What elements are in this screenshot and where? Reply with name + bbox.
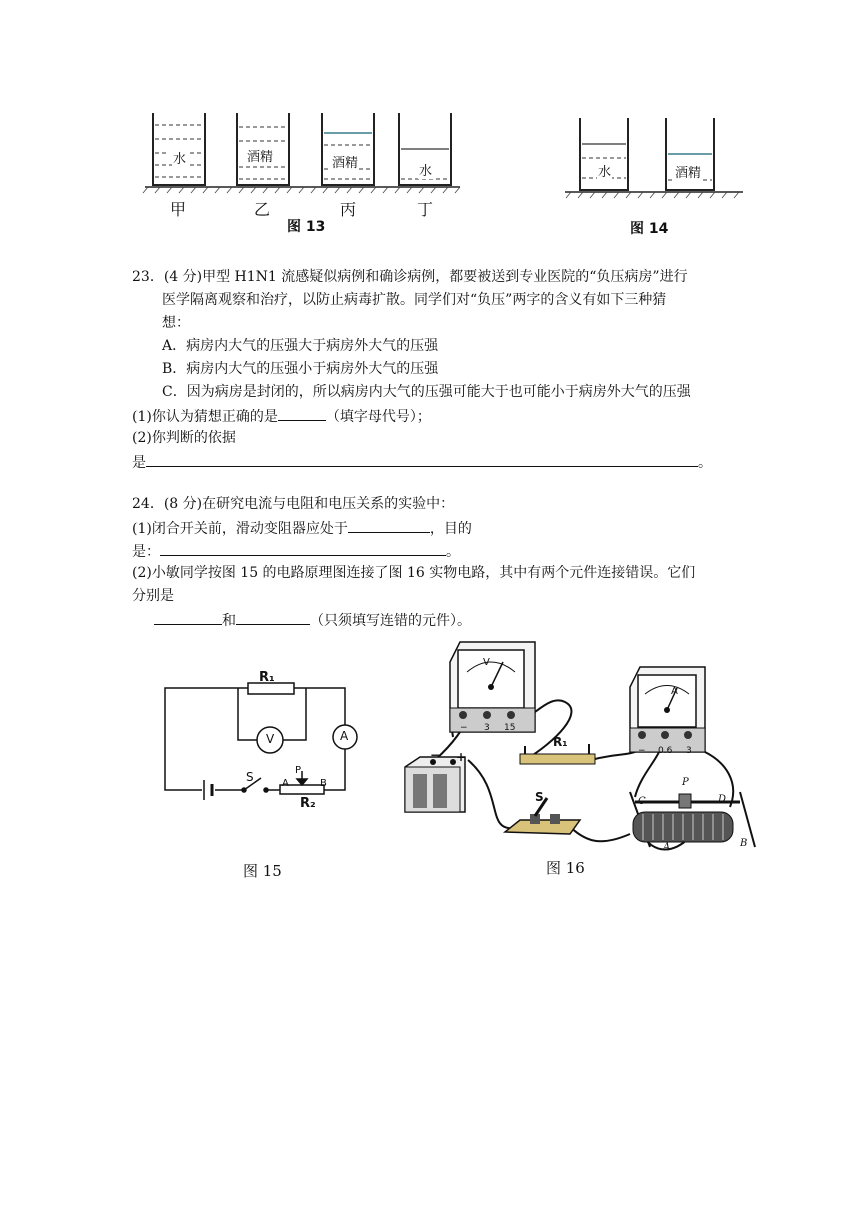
fig15-slider-label: P <box>295 765 302 776</box>
q23-part1-row <box>132 404 431 428</box>
fig14-liquid-1: 水 <box>597 161 612 180</box>
q24-part1-line2-prefix: 是： <box>132 544 160 560</box>
q23-answer-blank-1[interactable] <box>278 404 326 421</box>
fig16-battery <box>405 757 465 812</box>
q24-answer-blank-2[interactable] <box>160 539 446 556</box>
fig14-caption: 图 14 <box>630 221 669 237</box>
figure-16 <box>395 632 775 867</box>
fig16-volt-terminal-3: 3 <box>484 723 490 733</box>
fig13-beaker-name-3: 丙 <box>340 200 357 219</box>
q24-part1-suffix: ，目的 <box>429 521 472 537</box>
fig15-switch-label: S <box>246 770 254 784</box>
fig16-r1-label: R₁ <box>553 735 568 749</box>
fig16-battery-plus: + <box>456 750 467 764</box>
fig16-rheostat-p: P <box>682 777 689 788</box>
fig15-end-a-label: A <box>282 778 289 789</box>
fig16-amp-terminal-3: 3 <box>686 746 692 756</box>
fig16-caption: 图 16 <box>546 859 585 877</box>
q23-part2-end: 。 <box>698 455 712 471</box>
q24-stem: 24．(8 分)在研究电流与电阻和电压关系的实验中： <box>132 496 455 512</box>
q23-stem-line3: 想： <box>162 315 190 331</box>
beaker-bing <box>322 113 374 185</box>
q23-answer-blank-2[interactable] <box>146 450 698 467</box>
fig16-voltmeter <box>450 642 535 732</box>
fig16-rheostat <box>630 792 755 847</box>
fig16-rheostat-a: A <box>663 842 671 853</box>
fig16-battery-minus: − <box>430 748 441 762</box>
q24-part2-and: 和 <box>222 613 236 629</box>
fig16-rheostat-d: D <box>718 794 727 805</box>
fig13-liquid-2: 酒精 <box>246 146 274 165</box>
q23-part1-suffix: （填字母代号）； <box>325 409 431 425</box>
q23-part2-row <box>132 450 712 474</box>
q24-part1-prefix: (1)闭合开关前，滑动变阻器应处于 <box>132 521 348 537</box>
q23-option-b: B．病房内大气的压强小于病房外大气的压强 <box>162 361 439 377</box>
fig16-rheostat-c: C <box>638 796 646 807</box>
q24-part1-line2 <box>132 539 460 563</box>
q23-option-a: A．病房内大气的压强大于病房外大气的压强 <box>162 338 439 354</box>
q24-part1-line2-end: 。 <box>446 544 460 560</box>
figure-15 <box>160 668 365 816</box>
fig16-volt-terminal-15: 15 <box>504 723 516 733</box>
fig14-liquid-2: 酒精 <box>674 162 702 181</box>
fig16-ammeter <box>630 667 705 752</box>
q24-part2-row <box>154 608 471 632</box>
fig13-liquid-4: 水 <box>418 160 433 179</box>
fig16-switch-label: S <box>535 790 544 804</box>
q24-answer-blank-1[interactable] <box>348 516 430 533</box>
q24-part1-row <box>132 516 472 540</box>
q23-option-c: C．因为病房是封闭的，所以病房内大气的压强可能大于也可能小于病房外大气的压强 <box>162 384 691 400</box>
q24-answer-blank-4[interactable] <box>236 608 310 625</box>
fig16-volt-symbol: V <box>483 657 490 668</box>
fig13-beaker-name-2: 乙 <box>254 200 271 219</box>
fig13-liquid-1: 水 <box>172 148 187 167</box>
q24-part2-line1: (2)小敏同学按图 15 的电路原理图连接了图 16 实物电路，其中有两个元件连接错误。它们 <box>132 565 696 581</box>
q24-part2-line2: 分别是 <box>132 588 174 604</box>
figure-14 <box>565 110 745 210</box>
fig16-volt-terminal-neg: − <box>460 723 468 733</box>
q24-answer-blank-3[interactable] <box>154 608 222 625</box>
fig15-r2-label: R₂ <box>300 796 316 811</box>
fig16-amp-terminal-neg: − <box>638 746 646 756</box>
fig15-caption: 图 15 <box>243 862 282 880</box>
fig15-r1-label: R₁ <box>259 670 275 685</box>
q23-part1-prefix: (1)你认为猜想正确的是 <box>132 409 278 425</box>
fig16-rheostat-b: B <box>740 838 748 849</box>
q23-stem-line2: 医学隔离观察和治疗，以防止病毒扩散。同学们对“负压”两字的含义有如下三种猜 <box>162 292 667 308</box>
fig13-caption: 图 13 <box>287 219 326 235</box>
fig13-liquid-3: 酒精 <box>331 152 359 171</box>
fig13-beaker-name-1: 甲 <box>170 200 187 219</box>
q23-part2: (2)你判断的依据 <box>132 430 236 446</box>
fig15-ammeter-symbol: A <box>340 729 349 743</box>
q23-part2-prefix: 是 <box>132 455 146 471</box>
fig16-amp-symbol: A <box>671 686 678 697</box>
q23-stem-line1: 23．(4 分)甲型 H1N1 流感疑似病例和确诊病例，都要被送到专业医院的“负压病房”进行 <box>132 269 688 285</box>
fig16-amp-terminal-06: 0.6 <box>658 746 673 756</box>
fig13-beaker-name-4: 丁 <box>417 200 434 219</box>
q24-part2-suffix: （只须填写连错的元件）。 <box>310 613 471 629</box>
fig15-voltmeter-symbol: V <box>266 732 275 746</box>
fig15-end-b-label: B <box>320 778 327 789</box>
